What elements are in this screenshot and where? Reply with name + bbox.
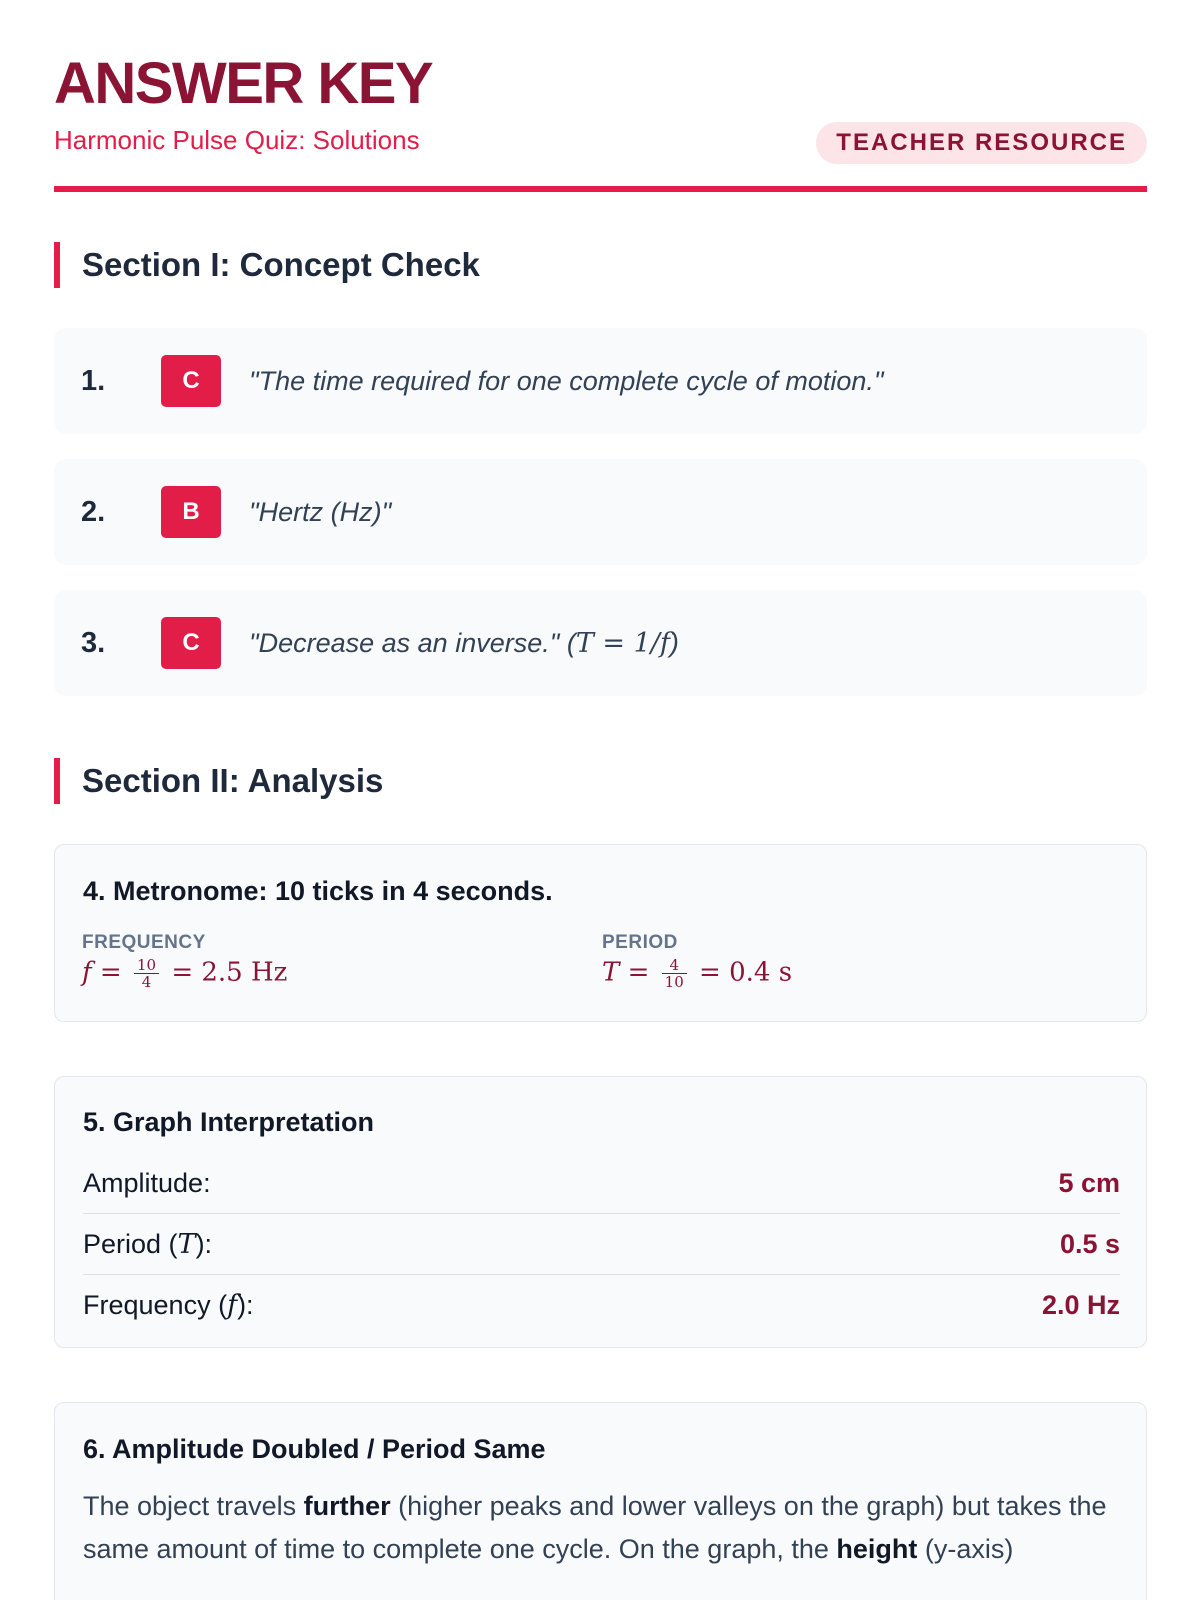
answer-card-2 (54, 459, 1147, 565)
answer-text-close: ) (669, 628, 679, 658)
question-5-title: 5. Graph Interpretation (83, 1107, 375, 1137)
frequency-result: = 2.5 Hz (171, 957, 288, 988)
page-title: ANSWER KEY (54, 51, 433, 116)
period-label-variable: T (177, 1229, 196, 1260)
answer-text-main: "Decrease as an inverse." ( (249, 628, 576, 658)
frequency-label-prefix: Frequency ( (83, 1290, 228, 1320)
header (54, 52, 1147, 156)
answer-letter-badge: C (161, 355, 221, 407)
period-equation: T = $\frac{4}{10}$ = 0.4 s (602, 956, 793, 991)
question-number: 3. (81, 627, 106, 659)
emphasis-height: height (836, 1534, 918, 1564)
answer-text: "The time required for one complete cycle of motion." (249, 366, 884, 396)
period-row-label (83, 1229, 212, 1259)
answer-card-3 (54, 590, 1147, 696)
fraction-denominator: 4 (141, 973, 152, 991)
explanation-part-1: The object travels (83, 1491, 304, 1521)
section-2-title: Section II: Analysis (54, 758, 383, 804)
answer-text (249, 590, 679, 697)
period-value: 0.5 s (1059, 1229, 1120, 1259)
section-1-title: Section I: Concept Check (54, 242, 480, 288)
frequency-label: FREQUENCY (82, 932, 206, 953)
amplitude-row (83, 1153, 1120, 1214)
header-divider (54, 186, 1147, 192)
page-subtitle: Harmonic Pulse Quiz: Solutions (54, 125, 420, 155)
answer-letter-badge: C (161, 617, 221, 669)
period-label-prefix: Period ( (83, 1229, 178, 1259)
period-fraction (662, 957, 687, 990)
period-row (83, 1214, 1120, 1275)
period-label-suffix: ): (195, 1229, 213, 1259)
period-label: PERIOD (602, 932, 678, 953)
frequency-equation: f = $\frac{10}{4}$ = 2.5 Hz (82, 956, 288, 991)
explanation-part-3: (y-axis) (917, 1534, 1014, 1564)
amplitude-label: Amplitude: (83, 1168, 211, 1198)
question-6-box (54, 1402, 1147, 1600)
explanation-part-2: (higher peaks and lower valleys on the graph) but takes the same amount of time to complete one cycle. On the graph, the (83, 1491, 1107, 1564)
question-number: 1. (81, 365, 106, 397)
frequency-row (83, 1275, 1120, 1335)
frequency-label-variable: f (227, 1290, 238, 1321)
answer-letter-badge: B (161, 486, 221, 538)
inverse-formula: T = 1/f (575, 628, 670, 659)
fraction-numerator: 4 (662, 957, 687, 974)
answer-text: "Hertz (Hz)" (249, 497, 392, 527)
amplitude-value: 5 cm (1058, 1168, 1120, 1198)
frequency-value: 2.0 Hz (1041, 1290, 1120, 1320)
question-4-box (54, 844, 1147, 1022)
question-number: 2. (81, 496, 106, 528)
period-variable: T (602, 957, 620, 988)
question-4-title: 4. Metronome: 10 ticks in 4 seconds. (83, 876, 553, 906)
frequency-variable: f (82, 957, 92, 988)
teacher-resource-badge: TEACHER RESOURCE (816, 122, 1147, 164)
question-6-explanation (83, 1485, 1123, 1571)
answer-card-1 (54, 328, 1147, 434)
emphasis-further: further (303, 1491, 391, 1521)
question-6-title: 6. Amplitude Doubled / Period Same (83, 1434, 546, 1464)
frequency-fraction (134, 957, 159, 990)
period-result: = 0.4 s (699, 957, 793, 988)
question-5-box (54, 1076, 1147, 1348)
frequency-label-suffix: ): (237, 1290, 254, 1320)
frequency-row-label (83, 1290, 254, 1320)
fraction-numerator: 10 (134, 957, 159, 974)
fraction-denominator: 10 (664, 973, 684, 991)
